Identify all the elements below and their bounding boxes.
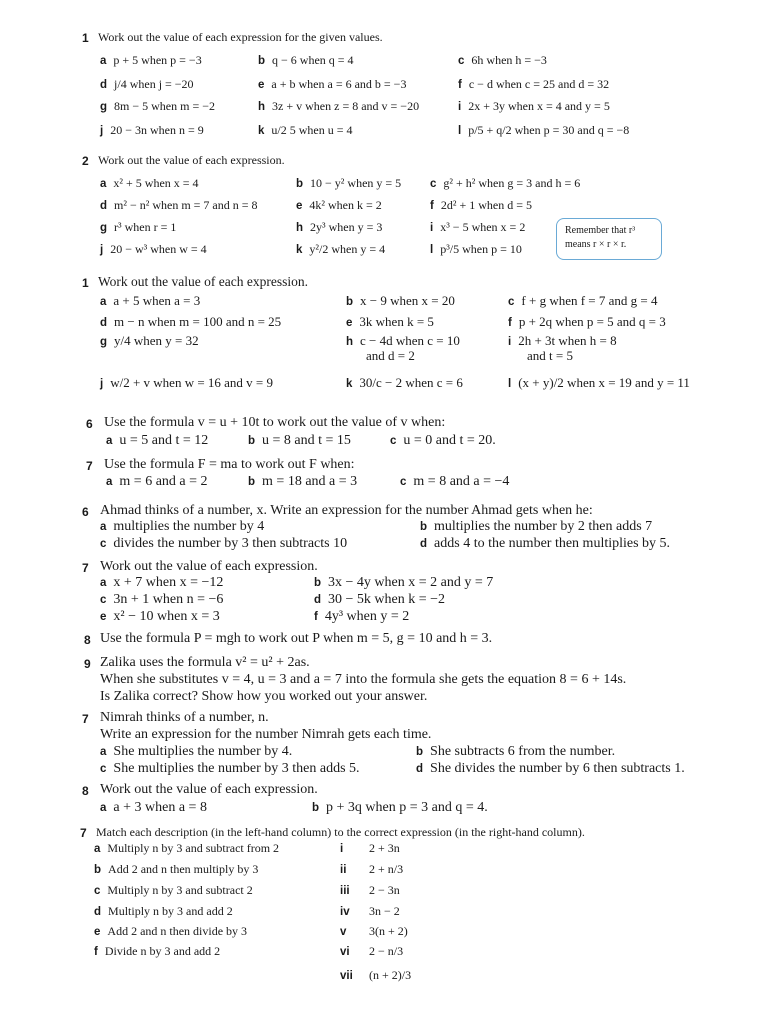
item: d m − n when m = 100 and n = 25 bbox=[100, 314, 282, 329]
item: d She divides the number by 6 then subtracts 1. bbox=[416, 761, 685, 776]
item: b multiplies the number by 2 then adds 7 bbox=[420, 519, 653, 534]
item: b u = 8 and t = 15 bbox=[248, 433, 351, 448]
item: f 2d² + 1 when d = 5 bbox=[430, 198, 532, 212]
question-number: 7 bbox=[80, 826, 87, 840]
question-heading: Use the formula v = u + 10t to work out the value of v when: bbox=[104, 415, 446, 430]
question-line: Is Zalika correct? Show how you worked out your answer. bbox=[100, 689, 428, 704]
question-number: 6 bbox=[82, 505, 89, 519]
question-heading: Work out the value of each expression. bbox=[98, 153, 285, 167]
question-heading: Work out the value of each expression. bbox=[100, 559, 318, 574]
item: c f + g when f = 7 and g = 4 bbox=[508, 293, 658, 308]
question-number: 9 bbox=[84, 657, 91, 671]
match-right-item: v 3(n + 2) bbox=[340, 924, 408, 938]
item: h c − 4d when c = 10 bbox=[346, 333, 460, 348]
item: k u/2 5 when u = 4 bbox=[258, 123, 353, 137]
item: l p³/5 when p = 10 bbox=[430, 242, 522, 256]
question-heading: Work out the value of each expression. bbox=[100, 782, 318, 797]
item: g 8m − 5 when m = −2 bbox=[100, 99, 215, 113]
match-left-item: a Multiply n by 3 and subtract from 2 bbox=[94, 841, 280, 855]
item: d 30 − 5k when k = −2 bbox=[314, 592, 446, 607]
item: b 3x − 4y when x = 2 and y = 7 bbox=[314, 575, 494, 590]
item: d adds 4 to the number then multiplies by 5. bbox=[420, 536, 671, 551]
item: d m² − n² when m = 7 and n = 8 bbox=[100, 198, 258, 212]
item: c 6h when h = −3 bbox=[458, 53, 547, 67]
question-heading: Ahmad thinks of a number, x. Write an expression for the number Ahmad gets when he: bbox=[100, 503, 593, 518]
question-heading: Work out the value of each expression for the given values. bbox=[98, 30, 383, 44]
match-right-item: iii 2 − 3n bbox=[340, 883, 400, 897]
item: j 20 − w³ when w = 4 bbox=[100, 242, 207, 256]
item-continuation: and d = 2 bbox=[366, 348, 415, 363]
item: a She multiplies the number by 4. bbox=[100, 744, 293, 759]
question-heading: Nimrah thinks of a number, n. bbox=[100, 710, 269, 725]
item: i x³ − 5 when x = 2 bbox=[430, 220, 526, 234]
item: a multiplies the number by 4 bbox=[100, 519, 265, 534]
item: k y²/2 when y = 4 bbox=[296, 242, 386, 256]
match-left-item: f Divide n by 3 and add 2 bbox=[94, 944, 221, 958]
item: a a + 3 when a = 8 bbox=[100, 800, 207, 815]
item: c divides the number by 3 then subtracts 10 bbox=[100, 536, 348, 551]
question-heading: Use the formula F = ma to work out F when: bbox=[104, 457, 355, 472]
match-right-item: iv 3n − 2 bbox=[340, 904, 400, 918]
item: i 2x + 3y when x = 4 and y = 5 bbox=[458, 99, 610, 113]
item: j w/2 + v when w = 16 and v = 9 bbox=[100, 375, 274, 390]
item: i 2h + 3t when h = 8 bbox=[508, 333, 617, 348]
question-number: 8 bbox=[82, 784, 89, 798]
item: h 2y³ when y = 3 bbox=[296, 220, 383, 234]
item: l p/5 + q/2 when p = 30 and q = −8 bbox=[458, 123, 630, 137]
match-right-item: vi 2 − n/3 bbox=[340, 944, 404, 958]
question-line: Write an expression for the number Nimrah gets each time. bbox=[100, 727, 432, 742]
question-number: 2 bbox=[82, 154, 89, 168]
match-left-item: b Add 2 and n then multiply by 3 bbox=[94, 862, 259, 876]
match-left-item: e Add 2 and n then divide by 3 bbox=[94, 924, 248, 938]
item: b She subtracts 6 from the number. bbox=[416, 744, 616, 759]
item: g r³ when r = 1 bbox=[100, 220, 177, 234]
item: b x − 9 when x = 20 bbox=[346, 293, 455, 308]
item: d j/4 when j = −20 bbox=[100, 77, 194, 91]
item: c She multiplies the number by 3 then adds 5. bbox=[100, 761, 360, 776]
item-continuation: and t = 5 bbox=[527, 348, 573, 363]
question-number: 6 bbox=[86, 417, 93, 431]
item: e 3k when k = 5 bbox=[346, 314, 434, 329]
hint-callout: Remember that r³ means r × r × r. bbox=[556, 218, 662, 260]
match-left-item: c Multiply n by 3 and subtract 2 bbox=[94, 883, 253, 897]
item: f 4y³ when y = 2 bbox=[314, 609, 410, 624]
match-right-item: ii 2 + n/3 bbox=[340, 862, 404, 876]
item: l (x + y)/2 when x = 19 and y = 11 bbox=[508, 375, 690, 390]
item: c 3n + 1 when n = −6 bbox=[100, 592, 224, 607]
item: c u = 0 and t = 20. bbox=[390, 433, 496, 448]
question-line: When she substitutes v = 4, u = 3 and a = 7 into the formula she gets the equation 8 = 6 + 14s. bbox=[100, 672, 627, 687]
match-right-item: vii (n + 2)/3 bbox=[340, 968, 412, 982]
item: f p + 2q when p = 5 and q = 3 bbox=[508, 314, 666, 329]
question-heading: Work out the value of each expression. bbox=[98, 274, 308, 289]
match-right-item: i 2 + 3n bbox=[340, 841, 400, 855]
question-number: 1 bbox=[82, 276, 89, 290]
question-heading: Match each description (in the left-hand column) to the correct expression (in the right-hand column). bbox=[96, 825, 585, 839]
item: b p + 3q when p = 3 and q = 4. bbox=[312, 800, 488, 815]
question-heading: Zalika uses the formula v² = u² + 2as. bbox=[100, 655, 310, 670]
item: j 20 − 3n when n = 9 bbox=[100, 123, 204, 137]
item: k 30/c − 2 when c = 6 bbox=[346, 375, 463, 390]
question-number: 7 bbox=[82, 561, 89, 575]
question-number: 1 bbox=[82, 31, 89, 45]
match-left-item: d Multiply n by 3 and add 2 bbox=[94, 904, 233, 918]
question-number: 8 bbox=[84, 633, 91, 647]
item: a x + 7 when x = −12 bbox=[100, 575, 224, 590]
question-number: 7 bbox=[82, 712, 89, 726]
item: h 3z + v when z = 8 and v = −20 bbox=[258, 99, 420, 113]
item: a x² + 5 when x = 4 bbox=[100, 176, 199, 190]
item: e 4k² when k = 2 bbox=[296, 198, 382, 212]
item: c g² + h² when g = 3 and h = 6 bbox=[430, 176, 581, 190]
item: f c − d when c = 25 and d = 32 bbox=[458, 77, 610, 91]
item: a m = 6 and a = 2 bbox=[106, 474, 208, 489]
item: a a + 5 when a = 3 bbox=[100, 293, 201, 308]
item: b q − 6 when q = 4 bbox=[258, 53, 354, 67]
item: b 10 − y² when y = 5 bbox=[296, 176, 402, 190]
item: b m = 18 and a = 3 bbox=[248, 474, 358, 489]
item: a u = 5 and t = 12 bbox=[106, 433, 209, 448]
question-heading: Use the formula P = mgh to work out P when m = 5, g = 10 and h = 3. bbox=[100, 631, 493, 646]
question-number: 7 bbox=[86, 459, 93, 473]
item: e x² − 10 when x = 3 bbox=[100, 609, 220, 624]
item: e a + b when a = 6 and b = −3 bbox=[258, 77, 407, 91]
item: g y/4 when y = 32 bbox=[100, 333, 199, 348]
item: a p + 5 when p = −3 bbox=[100, 53, 202, 67]
item: c m = 8 and a = −4 bbox=[400, 474, 510, 489]
